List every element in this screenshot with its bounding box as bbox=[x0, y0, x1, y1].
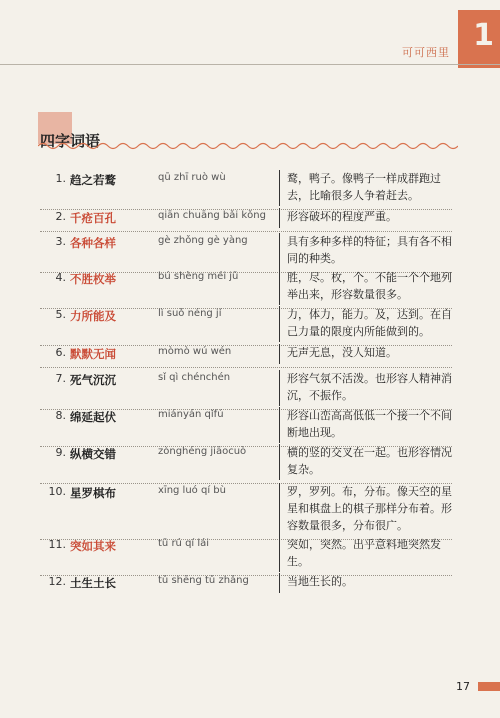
footer-accent-bar bbox=[478, 682, 500, 691]
idiom-pinyin: bú shèng méi jǔ bbox=[158, 271, 239, 282]
idiom-pinyin: tǔ shēng tǔ zhǎng bbox=[158, 575, 249, 586]
row-separator bbox=[40, 367, 452, 368]
definition-rule bbox=[279, 370, 280, 406]
entry-number: 11. bbox=[48, 538, 66, 551]
chapter-number: 1 bbox=[473, 18, 494, 53]
section-title: 四字词语 bbox=[40, 132, 101, 150]
entry-number: 4. bbox=[55, 271, 66, 284]
idiom-word: 各种各样 bbox=[70, 236, 116, 250]
idiom-word: 土生土长 bbox=[70, 576, 116, 590]
entry-number: 9. bbox=[55, 446, 66, 459]
entry-number: 6. bbox=[55, 346, 66, 359]
entry-number: 12. bbox=[48, 575, 66, 588]
definition-rule bbox=[279, 269, 280, 305]
definition-rule bbox=[279, 208, 280, 228]
idiom-word: 死气沉沉 bbox=[70, 373, 116, 387]
idiom-pinyin: lì suǒ néng jí bbox=[158, 308, 222, 319]
wavy-underline bbox=[38, 140, 458, 150]
idiom-definition: 罗，罗列。布，分布。像天空的星星和棋盘上的棋子那样分布着。形容数量很多，分布很广。 bbox=[287, 485, 452, 532]
idiom-word: 不胜枚举 bbox=[70, 272, 116, 286]
idiom-pinyin: xīng luó qí bù bbox=[158, 485, 226, 496]
idiom-definition: 鹜，鸭子。像鸭子一样成群跑过去，比喻很多人争着赶去。 bbox=[287, 172, 441, 202]
idiom-definition: 具有多种多样的特征；具有各不相同的种类。 bbox=[287, 235, 452, 265]
idiom-pinyin: zònghéng jiāocuò bbox=[158, 446, 247, 457]
idiom-definition: 突如，突然。出乎意料地突然发生。 bbox=[287, 538, 441, 568]
entry-number: 3. bbox=[55, 235, 66, 248]
idiom-pinyin: tū rú qí lái bbox=[158, 538, 210, 549]
page-number: 17 bbox=[456, 680, 470, 693]
idiom-word: 力所能及 bbox=[70, 309, 116, 323]
definition-rule bbox=[279, 444, 280, 480]
header-divider bbox=[0, 64, 500, 65]
idiom-definition: 形容破坏的程度严重。 bbox=[287, 210, 397, 223]
entry-number: 2. bbox=[55, 210, 66, 223]
idiom-word: 绵延起伏 bbox=[70, 410, 116, 424]
idiom-word: 千疮百孔 bbox=[70, 211, 116, 225]
idiom-definition: 横的竖的交叉在一起。也形容情况复杂。 bbox=[287, 446, 452, 476]
idiom-definition: 形容气氛不活泼。也形容人精神消沉，不振作。 bbox=[287, 372, 452, 402]
definition-rule bbox=[279, 306, 280, 342]
definition-rule bbox=[279, 407, 280, 443]
idiom-pinyin: gè zhǒng gè yàng bbox=[158, 235, 248, 246]
idiom-definition: 胜，尽。枚，个。不能一个个地列举出来，形容数量很多。 bbox=[287, 271, 452, 301]
definition-rule bbox=[279, 536, 280, 572]
definition-rule bbox=[279, 170, 280, 206]
idiom-pinyin: sǐ qì chénchén bbox=[158, 372, 231, 383]
entry-number: 5. bbox=[55, 308, 66, 321]
idiom-word: 默默无闻 bbox=[70, 347, 116, 361]
entry-number: 10. bbox=[48, 485, 66, 498]
chapter-title: 可可西里 bbox=[402, 46, 450, 59]
idiom-pinyin: qiān chuāng bǎi kǒng bbox=[158, 210, 266, 221]
idiom-word: 趋之若鹜 bbox=[70, 173, 116, 187]
idiom-definition: 当地生长的。 bbox=[287, 575, 353, 588]
chapter-tab bbox=[458, 10, 500, 68]
idiom-pinyin: mòmò wú wén bbox=[158, 346, 232, 357]
idiom-definition: 形容山峦高高低低一个接一个不间断地出现。 bbox=[287, 409, 452, 439]
entry-number: 1. bbox=[55, 172, 66, 185]
idiom-word: 纵横交错 bbox=[70, 447, 116, 461]
definition-rule bbox=[279, 573, 280, 593]
definition-rule bbox=[279, 233, 280, 269]
idiom-definition: 无声无息，没人知道。 bbox=[287, 346, 397, 359]
idiom-word: 星罗棋布 bbox=[70, 486, 116, 500]
entry-number: 8. bbox=[55, 409, 66, 422]
idiom-pinyin: miányán qǐfú bbox=[158, 409, 224, 420]
definition-rule bbox=[279, 483, 280, 536]
idiom-pinyin: qū zhī ruò wù bbox=[158, 172, 226, 183]
entry-number: 7. bbox=[55, 372, 66, 385]
idiom-definition: 力，体力，能力。及，达到。在自己力量的限度内所能做到的。 bbox=[287, 308, 452, 338]
row-separator bbox=[40, 231, 452, 232]
definition-rule bbox=[279, 344, 280, 364]
idiom-word: 突如其来 bbox=[70, 539, 116, 553]
